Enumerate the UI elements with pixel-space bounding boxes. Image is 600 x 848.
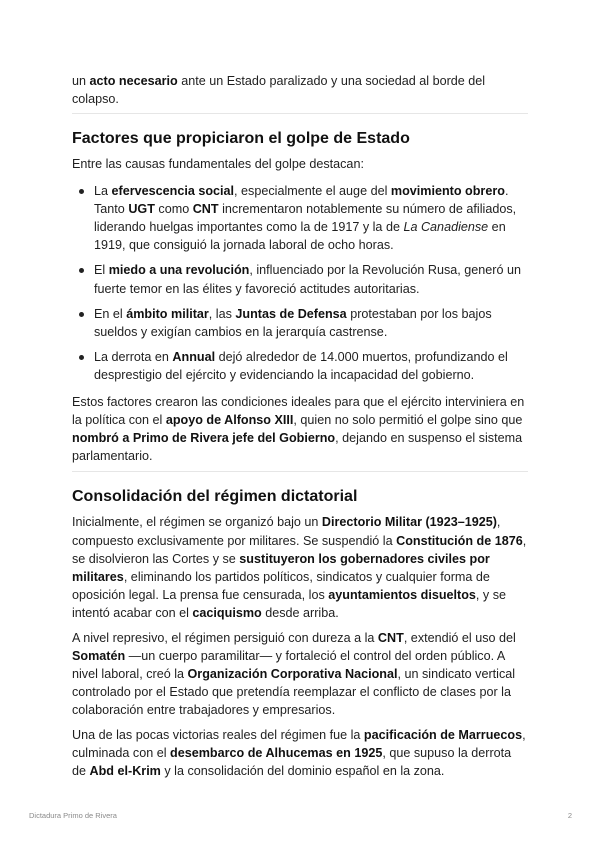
list-item: La efervescencia social, especialmente el auge del movimiento obrero. Tanto UGT como CNT incrementaron notablemente su número de afiliados, liderando huelgas importantes como la de 1917 y la de La Canadiense en 1919, que consiguió la jornada laboral de ocho horas.	[72, 182, 528, 255]
list-item: El miedo a una revolución, influenciado por la Revolución Rusa, generó un fuerte temor en las élites y favoreció actitudes autoritarias.	[72, 261, 528, 297]
list-item: En el ámbito militar, las Juntas de Defensa protestaban por los bajos sueldos y exigían cambios en la jerarquía castrense.	[72, 305, 528, 341]
text: un	[72, 74, 90, 88]
text: ante un Estado paralizado y una sociedad al borde del colapso.	[72, 74, 486, 107]
factors-list	[72, 182, 528, 385]
section-divider	[72, 471, 528, 472]
section-heading-factores: Factores que propiciaron el golpe de Estado	[72, 130, 410, 148]
section2-paragraph-1: Inicialmente, el régimen se organizó bajo un Directorio Militar (1923–1925), compuesto exclusivamente por militares. Se suspendió la Constitución de 1876, se disolvieron las Cortes y se sustituyeron los gobernadores civiles por militares, eliminando los partidos políticos, sindicatos y cualquier forma de oposición legal. La prensa fue censurada, los ayuntamientos disueltos, y se intentó acabar con el caciquismo desde arriba.	[72, 515, 527, 621]
footer-title: Dictadura Primo de Rivera	[29, 811, 117, 820]
document-page	[72, 72, 528, 780]
intro-paragraph-tail	[72, 72, 528, 108]
section-divider	[72, 113, 528, 114]
page-number: 2	[567, 811, 572, 820]
section2-paragraph-3: Una de las pocas victorias reales del régimen fue la pacificación de Marruecos, culminada con el desembarco de Alhucemas en 1925, que supuso la derrota de Abd el-Krim y la consolidación del dominio español en la zona.	[72, 727, 526, 779]
section2-paragraph-2: A nivel represivo, el régimen persiguió con dureza a la CNT, extendió el uso del Somatén —un cuerpo paramilitar— y fortaleció el control del orden público. A nivel laboral, creó la Organización Corporativa Nacional, un sindicato vertical controlado por el Estado que pretendía reemplazar el conflicto de clases por la colaboración entre trabajadores y empresarios.	[72, 630, 516, 718]
section1-lead: Entre las causas fundamentales del golpe destacan:	[72, 157, 364, 172]
bold-term: acto necesario	[89, 74, 178, 88]
section-heading-consolidacion: Consolidación del régimen dictatorial	[72, 488, 358, 506]
section1-closing-paragraph: Estos factores crearon las condiciones ideales para que el ejército interviniera en la política con el apoyo de Alfonso XIII, quien no solo permitió el golpe sino que nombró a Primo de Rivera jefe del Gobierno, dejando en suspenso el sistema parlamentario.	[72, 394, 525, 464]
list-item: La derrota en Annual dejó alrededor de 14.000 muertos, profundizando el desprestigio del ejército y evidenciando la incapacidad del gobierno.	[72, 348, 528, 384]
